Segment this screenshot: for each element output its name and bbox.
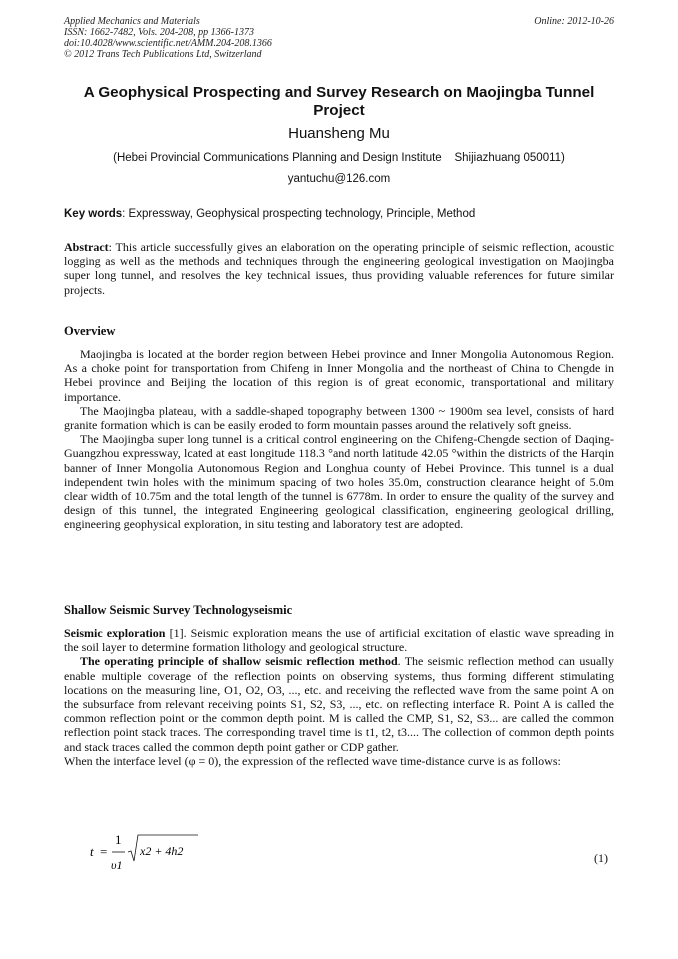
abstract-label: Abstract bbox=[64, 240, 109, 254]
overview-paragraph: Maojingba is located at the border region between Hebei province and Inner Mongolia Autonomous Region. As a choke point for transportation from Chifeng in Inner Mongolia and the northeast of China to Chengde in Hebei province and Beijing the location of this region is of great economic, transportational and military importance. bbox=[64, 347, 614, 404]
paper-title: A Geophysical Prospecting and Survey Research on Maojingba Tunnel Project bbox=[83, 84, 595, 119]
principle-text: . The seismic reflection method can usually enable multiple coverage of the reflection points on observing systems, thus forming different stimulating locations on the measuring line, O1, O2, O3, ..., etc. and receiving the reflected wave from the same point A on the subsurface from relevant receiving points S1, S2, S3, ..., etc. on reflecting interface R. Point A is called the common reflection point or the common depth point. M is called the CMP, S1, S2, S3... are called the common reflection point stack traces. The corresponding travel time is t1, t2, t3.... The collection of common depth points and stack traces called the common depth point gather or CDP gather. bbox=[64, 654, 614, 754]
interface-paragraph: When the interface level (φ = 0), the expression of the reflected wave time-distance curve is as follows: bbox=[64, 753, 561, 768]
equation-number: (1) bbox=[594, 851, 608, 865]
principle-paragraph bbox=[64, 654, 614, 753]
seismic-body bbox=[64, 626, 614, 768]
journal-name: Applied Mechanics and Materials bbox=[64, 16, 200, 27]
keywords-label: Key words bbox=[64, 208, 123, 220]
seismic-exploration-label: Seismic exploration bbox=[64, 626, 166, 640]
overview-heading: Overview bbox=[64, 324, 116, 338]
seismic-heading: Shallow Seismic Survey Technologyseismic bbox=[64, 603, 293, 617]
overview-body bbox=[64, 347, 614, 532]
formula-lhs: t bbox=[90, 844, 94, 859]
formula-denominator: υ1 bbox=[111, 858, 123, 872]
keywords bbox=[64, 207, 619, 221]
travel-time-formula bbox=[88, 830, 228, 874]
abstract bbox=[64, 240, 614, 297]
seismic-exploration-text: [1]. Seismic exploration means the use of artificial excitation of elastic wave spreading in the soil layer to determine formation lithology and geological structure. bbox=[64, 626, 615, 655]
copyright-line: © 2012 Trans Tech Publications Ltd, Switzerland bbox=[64, 49, 262, 60]
author-email: yantuchu@126.com bbox=[287, 173, 391, 185]
formula-equals: = bbox=[100, 844, 108, 859]
abstract-text: : This article successfully gives an elaboration on the operating principle of seismic reflection, acoustic logging as well as the methods and techniques through the engineering geological investigation on Maojingba super long tunnel, and resolves the key technical issues, thus providing valuable references for future similar projects. bbox=[64, 240, 614, 297]
principle-label: The operating principle of shallow seismic reflection method bbox=[80, 654, 398, 669]
overview-paragraph: The Maojingba super long tunnel is a critical control engineering on the Chifeng-Chengde section of Daqing-Guangzhou expressway, lcated at east longitude 118.3 °and north latitude 42.05 °within the districts of the Harqin banner of Inner Mongolia Autonomous Region and Longhua county of Hebei Province. This tunnel is a dual independent twin holes with the minimum spacing of two holes 35.0m, construction clearance height of 5.0m clear width of 10.75m and the total length of the tunnel is 6778m. In order to ensure the quality of the survey and design of this tunnel, the integrated Engineering geological classification, engineering geological drilling, engineering geophysical exploration, in situ testing and laboratory test are adopted. bbox=[64, 432, 614, 532]
overview-paragraph: The Maojingba plateau, with a saddle-shaped topography between 1300 ~ 1900m sea level, consists of hard granite formation which is can be easily eroded to form mountain passes around the relatively soft gneiss. bbox=[64, 403, 614, 433]
doi-line: doi:10.4028/www.scientific.net/AMM.204-208.1366 bbox=[64, 38, 272, 49]
journal-header bbox=[64, 16, 614, 60]
author-name: Huansheng Mu bbox=[288, 125, 390, 142]
formula-numerator: 1 bbox=[115, 832, 122, 847]
formula-radicand: x2 + 4h2 bbox=[140, 844, 184, 858]
issn-line: ISSN: 1662-7482, Vols. 204-208, pp 1366-1373 bbox=[64, 27, 254, 38]
seismic-exploration-paragraph bbox=[64, 626, 614, 654]
author-affiliation: (Hebei Provincial Communications Planning and Design Institute Shijiazhuang 050011) bbox=[113, 152, 565, 164]
online-date: Online: 2012-10-26 bbox=[534, 16, 614, 27]
keywords-text: : Expressway, Geophysical prospecting technology, Principle, Method bbox=[122, 208, 476, 220]
